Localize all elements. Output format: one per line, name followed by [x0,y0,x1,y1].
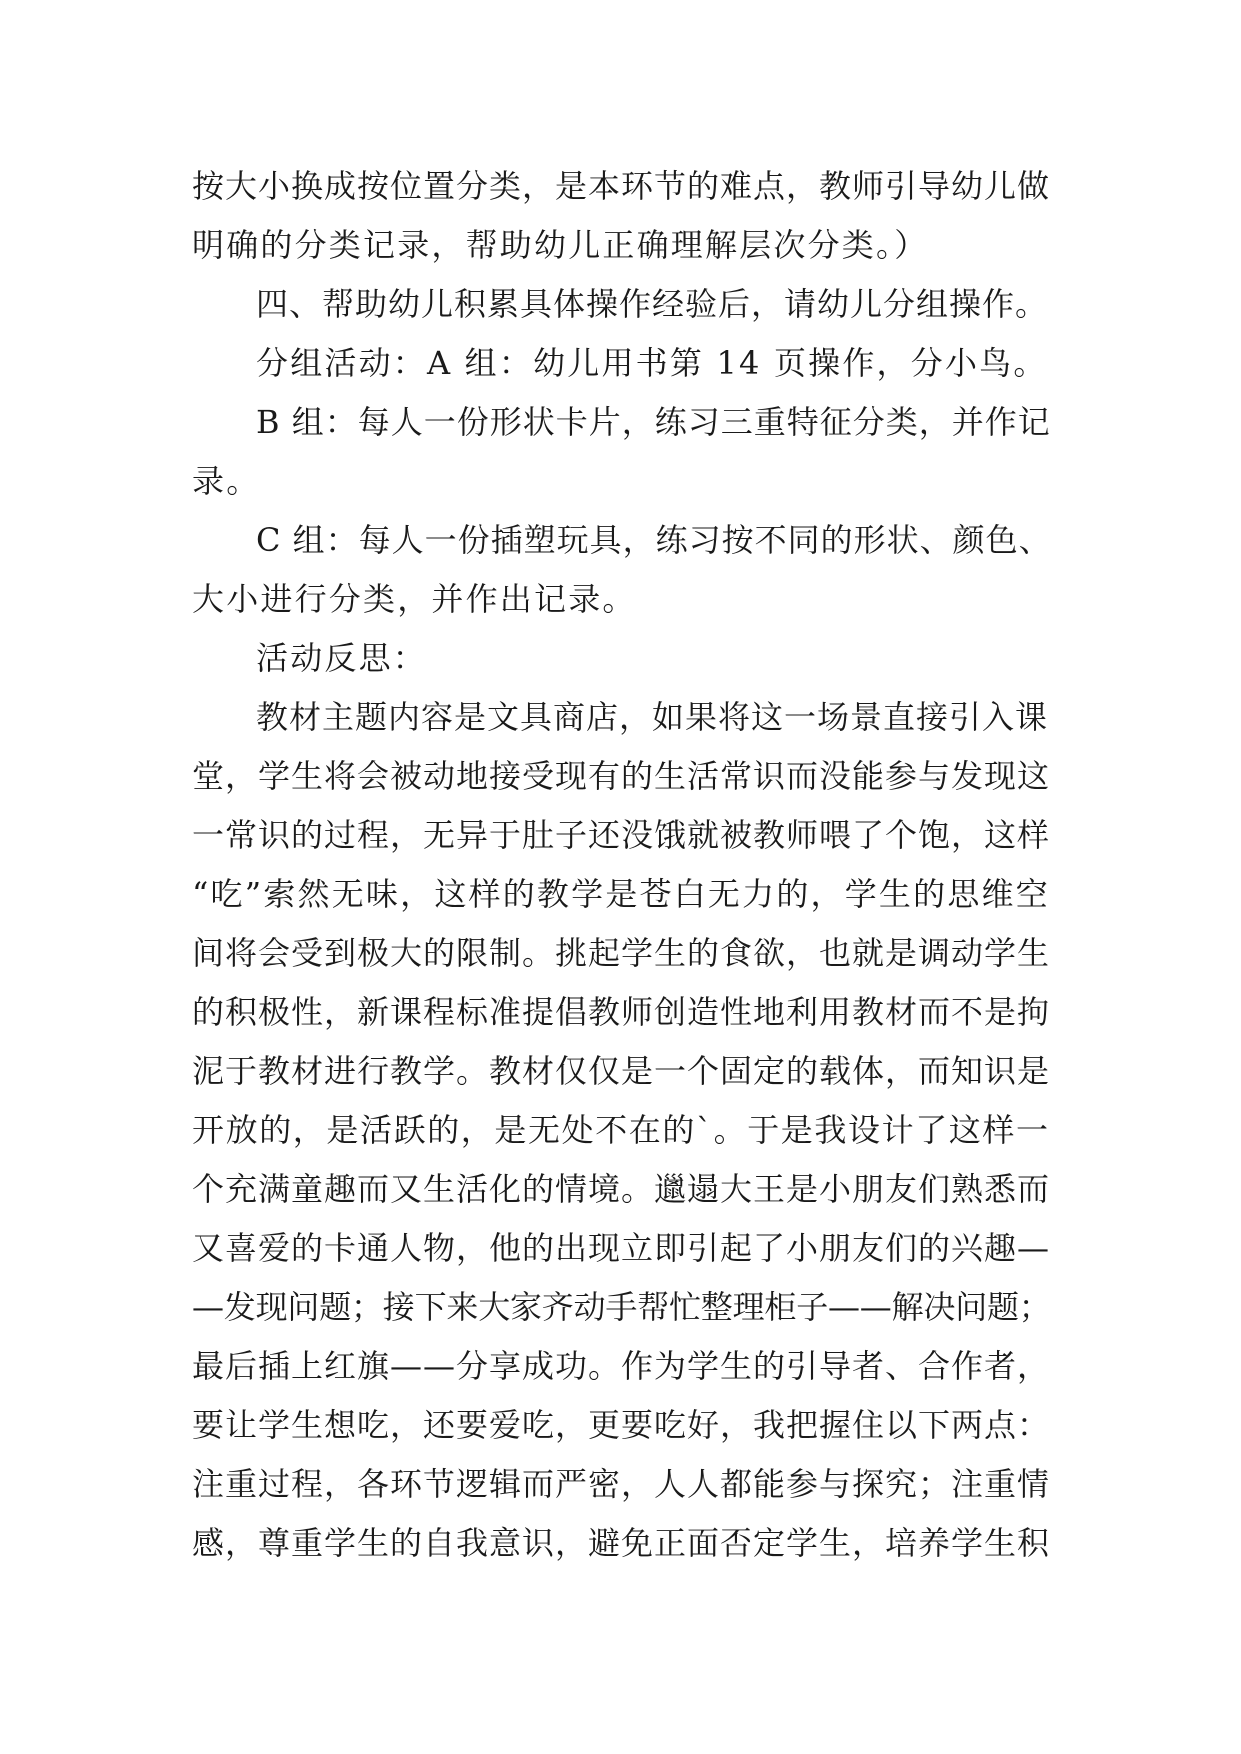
text-line: 注重过程，各环节逻辑而严密，人人都能参与探究；注重情 [192,1465,1051,1503]
section-heading: 活动反思： [256,639,428,677]
text-line: 分组活动：A 组：幼儿用书第 14 页操作，分小鸟。 [256,344,1048,382]
text-line: 明确的分类记录，帮助幼儿正确理解层次分类。） [192,226,929,264]
text-line: 一常识的过程，无异于肚子还没饿就被教师喂了个饱，这样 [192,816,1051,854]
text-line: 大小进行分类，并作出记录。 [192,580,637,618]
text-line: 堂，学生将会被动地接受现有的生活常识而没能参与发现这 [192,757,1051,795]
text-line: 四、帮助幼儿积累具体操作经验后，请幼儿分组操作。 [256,285,1049,323]
text-line: 感，尊重学生的自我意识，避免正面否定学生，培养学生积 [192,1524,1051,1562]
body-text [192,157,1052,1573]
text-line: 录。 [192,462,261,500]
text-line: 间将会受到极大的限制。挑起学生的食欲，也就是调动学生 [192,934,1051,972]
text-line: 开放的，是活跃的，是无处不在的`。于是我设计了这样一 [192,1111,1050,1149]
text-line: B 组：每人一份形状卡片，练习三重特征分类，并作记 [256,403,1051,441]
text-line: 最后插上红旗——分享成功。作为学生的引导者、合作者， [192,1347,1051,1385]
text-line: 又喜爱的卡通人物，他的出现立即引起了小朋友们的兴趣— [192,1229,1051,1267]
text-line: 个充满童趣而又生活化的情境。邋遢大王是小朋友们熟悉而 [192,1170,1051,1208]
text-line: 泥于教材进行教学。教材仅仅是一个固定的载体，而知识是 [192,1052,1051,1090]
text-line: 按大小换成按位置分类，是本环节的难点，教师引导幼儿做 [192,167,1051,205]
text-line: 的积极性，新课程标准提倡教师创造性地利用教材而不是拘 [192,993,1051,1031]
text-line: “吃”索然无味，这样的教学是苍白无力的，学生的思维空 [192,875,1050,913]
text-line: —发现问题；接下来大家齐动手帮忙整理柜子——解决问题； [192,1288,1051,1326]
text-line: C 组：每人一份插塑玩具，练习按不同的形状、颜色、 [256,521,1052,559]
text-line: 教材主题内容是文具商店，如果将这一场景直接引入课 [256,698,1049,736]
text-line: 要让学生想吃，还要爱吃，更要吃好，我把握住以下两点： [192,1406,1051,1444]
